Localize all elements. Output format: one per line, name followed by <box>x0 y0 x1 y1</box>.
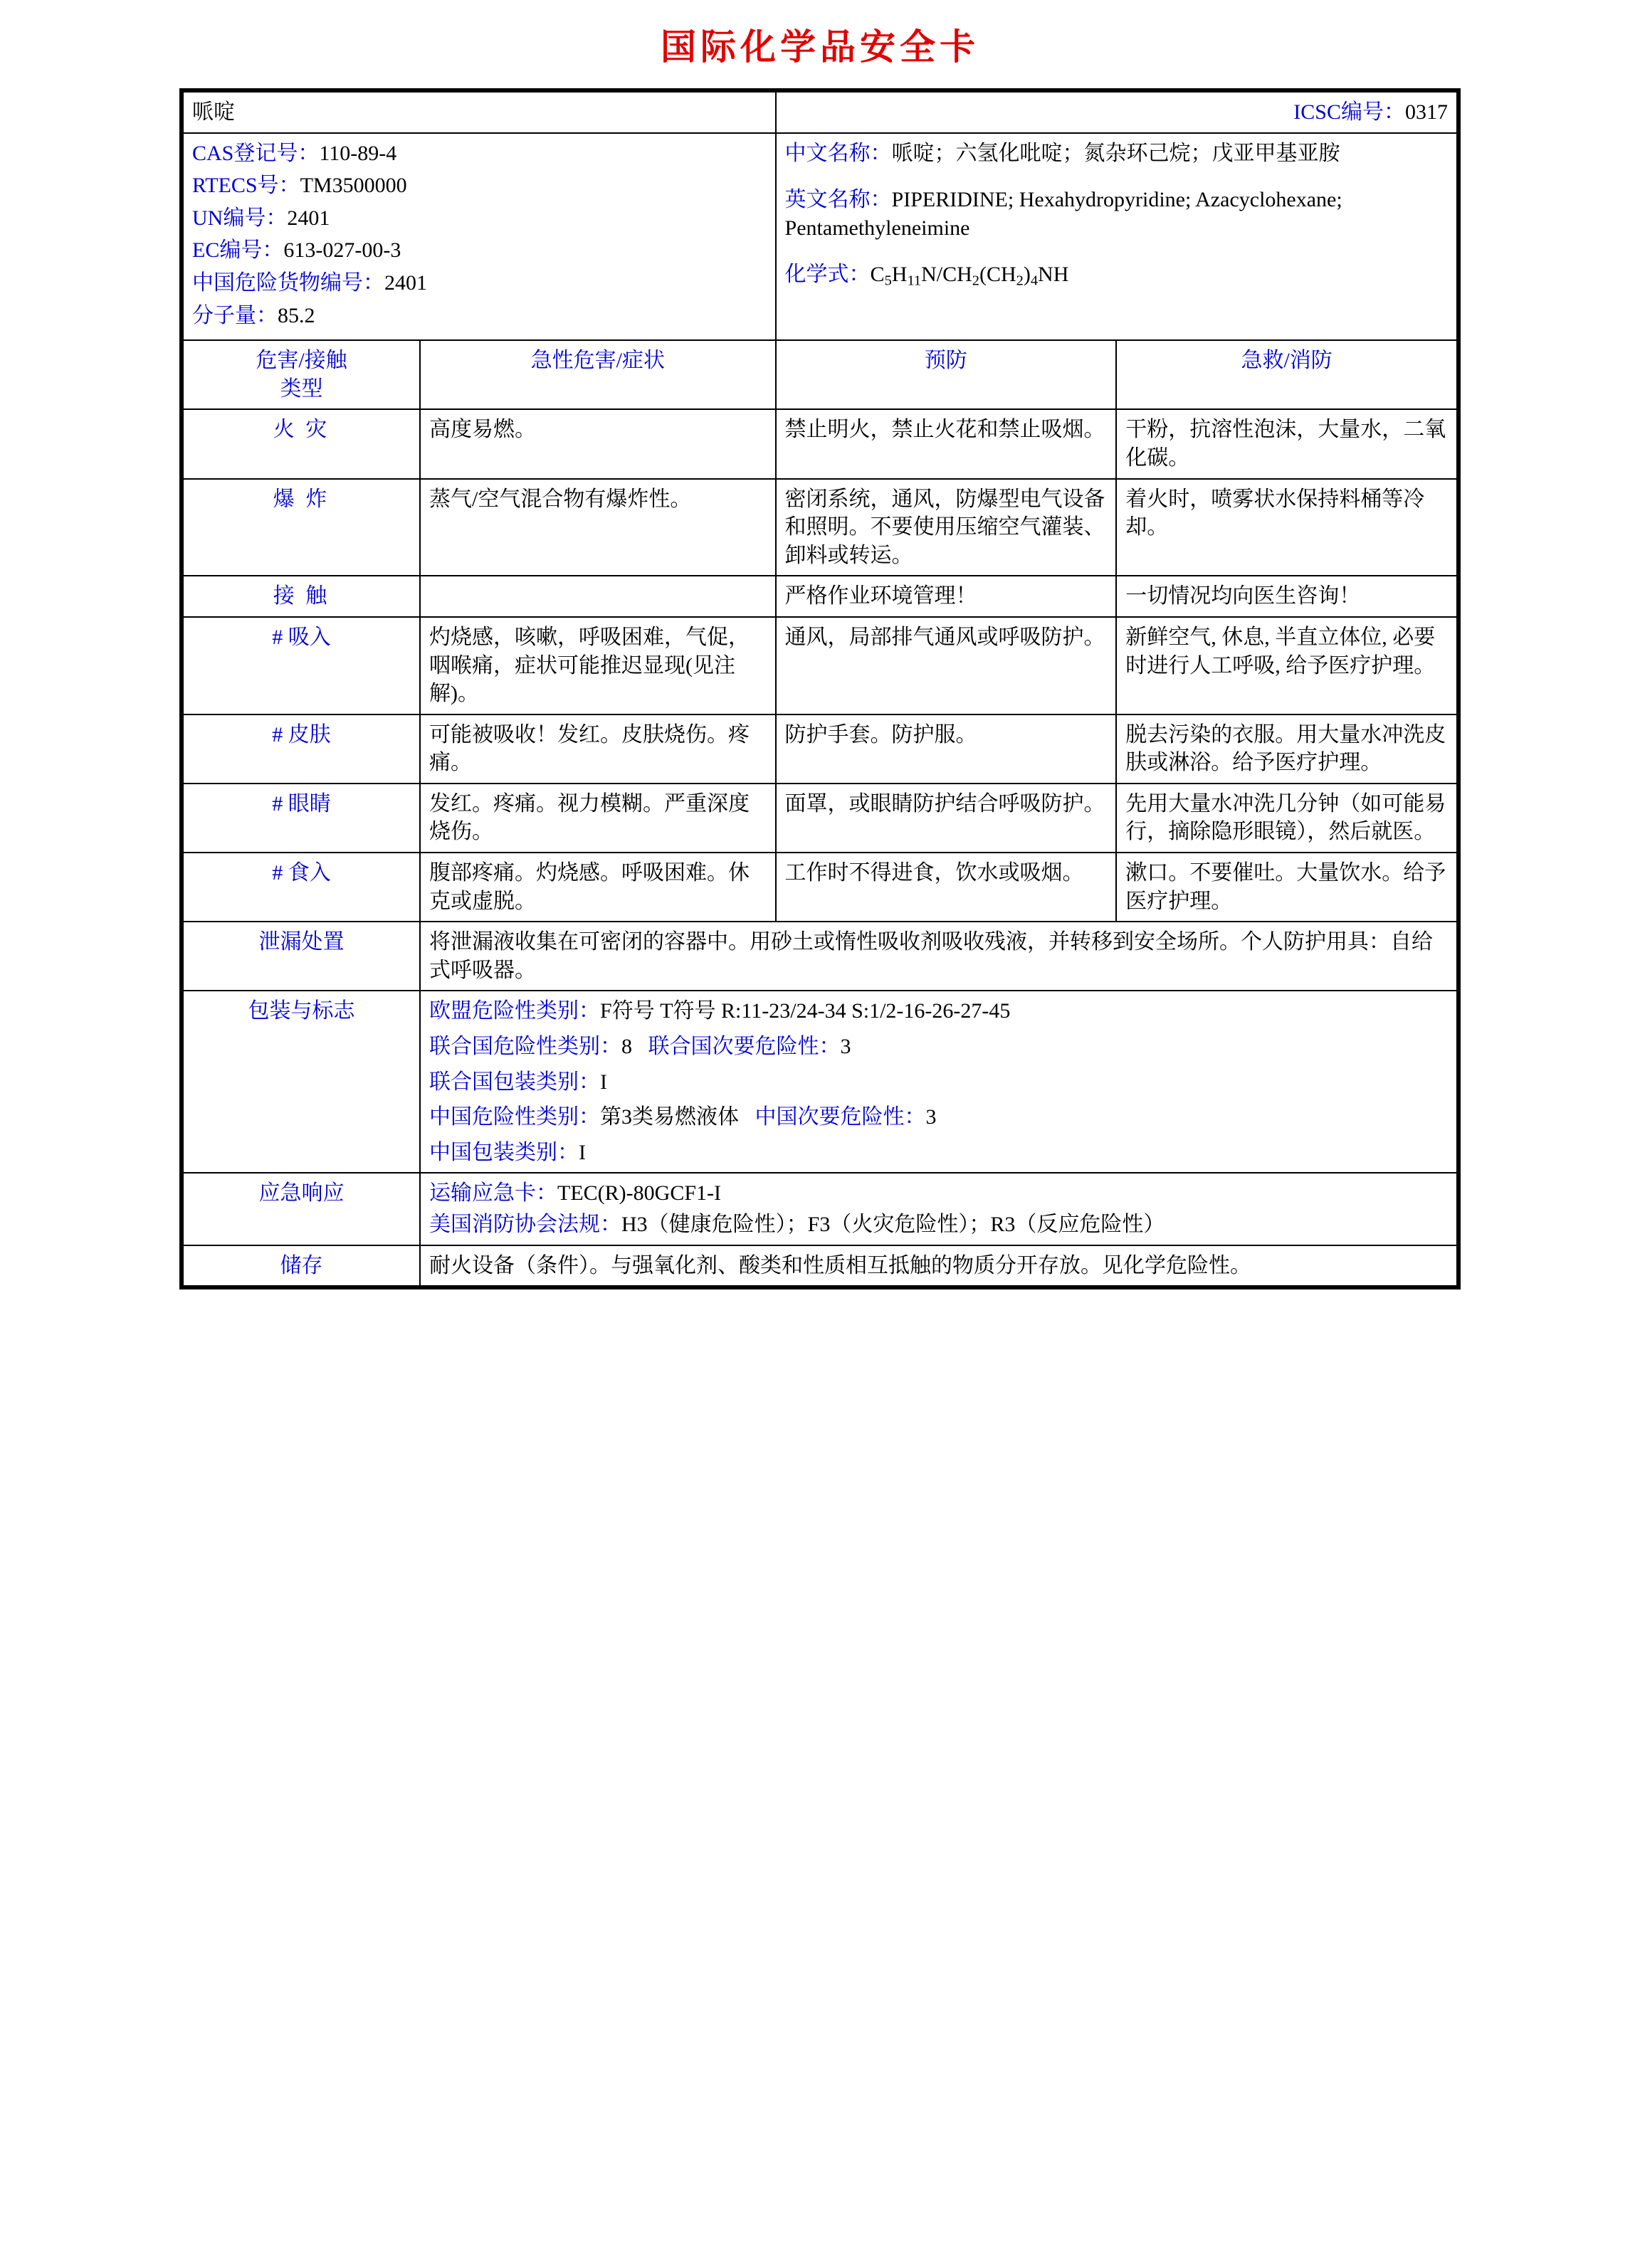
packaging-un-class <box>429 1033 1448 1061</box>
ident-cn-dangerous-goods <box>192 269 767 297</box>
spill-row <box>183 922 1457 991</box>
ident-ec <box>192 236 767 265</box>
ident-cas-value: 110-89-4 <box>319 141 397 165</box>
column-header-row <box>183 340 1457 409</box>
emergency-text <box>420 1173 1457 1245</box>
row-label-eyes: # 眼睛 <box>183 784 420 853</box>
identification-right <box>776 133 1457 341</box>
spill-label: 泄漏处置 <box>183 922 420 991</box>
identification-row <box>183 133 1457 341</box>
emergency-tec-value: TEC(R)-80GCF1-I <box>557 1181 721 1206</box>
chinese-name-label: 中文名称： <box>784 141 892 165</box>
storage-row <box>183 1245 1457 1287</box>
ident-rtecs-value: TM3500000 <box>300 174 407 198</box>
packaging-eu-label: 欧盟危险性类别： <box>429 999 601 1023</box>
row-exposure-firstaid: 一切情况均向医生咨询！ <box>1116 576 1457 617</box>
packaging-cn-group-value: I <box>579 1140 587 1164</box>
table-row <box>183 714 1457 784</box>
emergency-nfpa-label: 美国消防协会法规： <box>429 1213 622 1236</box>
packaging-un-group <box>429 1068 1448 1097</box>
ident-cas-label: CAS登记号： <box>192 141 320 165</box>
ident-rtecs <box>192 172 767 200</box>
emergency-row <box>183 1173 1457 1245</box>
emergency-tec <box>429 1179 1448 1208</box>
packaging-un-class-value: 8 <box>621 1035 633 1059</box>
col-head-type <box>183 340 420 409</box>
chinese-name-value: 哌啶；六氢化吡啶；氮杂环己烷；戊亚甲基亚胺 <box>891 141 1340 165</box>
row-ingestion-prevention: 工作时不得进食，饮水或吸烟。 <box>776 853 1117 922</box>
packaging-row <box>183 991 1457 1173</box>
ident-cn-dg-label: 中国危险货物编号： <box>192 270 384 295</box>
packaging-cn-sub-value: 3 <box>925 1105 937 1129</box>
ident-mw-label: 分子量： <box>192 303 278 327</box>
packaging-un-group-label: 联合国包装类别： <box>429 1070 601 1094</box>
row-inhalation-prevention: 通风，局部排气通风或呼吸防护。 <box>776 617 1117 714</box>
row-inhalation-acute: 灼烧感，咳嗽，呼吸困难，气促，咽喉痛，症状可能推迟显现(见注解)。 <box>420 617 776 714</box>
icsc-number-cell <box>776 92 1457 133</box>
emergency-label: 应急响应 <box>183 1173 420 1245</box>
table-row <box>183 853 1457 922</box>
formula-value: $C_5H_{11}N/CH_2(CH_2)_4NH$ <box>870 263 1069 290</box>
packaging-cn-group <box>429 1139 1448 1167</box>
row-ingestion-acute: 腹部疼痛。灼烧感。呼吸困难。休克或虚脱。 <box>420 853 776 922</box>
safety-card <box>179 88 1461 1289</box>
row-label-explosion: 爆 炸 <box>183 479 420 576</box>
ident-cas <box>192 139 767 168</box>
col-head-acute: 急性危害/症状 <box>420 340 776 409</box>
packaging-un-class-label: 联合国危险性类别： <box>429 1035 622 1059</box>
packaging-un-group-value: I <box>600 1070 608 1094</box>
packaging-text <box>420 991 1457 1173</box>
row-skin-prevention: 防护手套。防护服。 <box>776 714 1117 784</box>
emergency-tec-label: 运输应急卡： <box>429 1181 558 1206</box>
icsc-value: 0317 <box>1405 100 1448 124</box>
chemical-formula <box>785 260 1448 291</box>
table-row <box>183 784 1457 853</box>
ident-ec-label: EC编号： <box>192 238 284 263</box>
english-name-value: PIPERIDINE; Hexahydropyridine; Azacyclohexane; Pentamethyleneimine <box>784 188 1342 240</box>
spill-text: 将泄漏液收集在可密闭的容器中。用砂土或惰性吸收剂吸收残液，并转移到安全场所。个人防护用具：自给式呼吸器。 <box>420 922 1457 991</box>
packaging-un-sub-value: 3 <box>840 1035 851 1059</box>
row-skin-firstaid: 脱去污染的衣服。用大量水冲洗皮肤或淋浴。给予医疗护理。 <box>1116 714 1457 784</box>
ident-mw-value: 85.2 <box>278 303 315 327</box>
page-title: 国际化学品安全卡 <box>661 26 979 68</box>
packaging-un-sub-label: 联合国次要危险性： <box>648 1035 841 1059</box>
row-label-fire: 火 灾 <box>183 409 420 478</box>
card-header-row <box>183 92 1457 133</box>
chinese-name <box>785 139 1448 168</box>
row-label-inhalation: # 吸入 <box>183 617 420 714</box>
col-head-firstaid: 急救/消防 <box>1116 340 1457 409</box>
storage-text: 耐火设备（条件）。与强氧化剂、酸类和性质相互抵触的物质分开存放。见化学危险性。 <box>420 1245 1457 1287</box>
row-explosion-prevention: 密闭系统，通风，防爆型电气设备和照明。不要使用压缩空气灌装、卸料或转运。 <box>776 479 1117 576</box>
row-eyes-firstaid: 先用大量水冲洗几分钟（如可能易行，摘除隐形眼镜），然后就医。 <box>1116 784 1457 853</box>
ident-un-label: UN编号： <box>192 206 288 230</box>
ident-ec-value: 613-027-00-3 <box>283 238 401 263</box>
row-eyes-acute: 发红。疼痛。视力模糊。严重深度烧伤。 <box>420 784 776 853</box>
row-label-exposure: 接 触 <box>183 576 420 617</box>
packaging-cn-sub-label: 中国次要危险性： <box>755 1105 926 1129</box>
col-head-type-line2: 类型 <box>280 376 323 401</box>
packaging-cn-group-label: 中国包装类别： <box>429 1140 579 1164</box>
row-eyes-prevention: 面罩，或眼睛防护结合呼吸防护。 <box>776 784 1117 853</box>
row-ingestion-firstaid: 漱口。不要催吐。大量饮水。给予医疗护理。 <box>1116 853 1457 922</box>
row-skin-acute: 可能被吸收！发红。皮肤烧伤。疼痛。 <box>420 714 776 784</box>
packaging-eu-value: F符号 T符号 R:11-23/24-34 S:1/2-16-26-27-45 <box>600 999 1011 1023</box>
row-fire-acute: 高度易燃。 <box>420 409 776 478</box>
emergency-nfpa-value: H3（健康危险性）；F3（火灾危险性）；R3（反应危险性） <box>621 1213 1165 1236</box>
emergency-nfpa <box>429 1211 1448 1239</box>
row-exposure-prevention: 严格作业环境管理！ <box>776 576 1117 617</box>
table-row <box>183 409 1457 478</box>
col-head-prevention: 预防 <box>776 340 1117 409</box>
english-name-label: 英文名称： <box>784 188 892 212</box>
packaging-label: 包装与标志 <box>183 991 420 1173</box>
row-explosion-acute: 蒸气/空气混合物有爆炸性。 <box>420 479 776 576</box>
icsc-label: ICSC编号： <box>1293 100 1405 124</box>
row-exposure-acute <box>420 576 776 617</box>
ident-un-value: 2401 <box>287 206 330 230</box>
ident-un <box>192 204 767 233</box>
col-head-type-line1: 危害/接触 <box>256 349 347 373</box>
substance-name: 哌啶 <box>183 92 776 133</box>
packaging-cn-class <box>429 1103 1448 1132</box>
row-label-ingestion: # 食入 <box>183 853 420 922</box>
table-row <box>183 576 1457 617</box>
identification-left <box>183 133 776 341</box>
storage-label: 储存 <box>183 1245 420 1287</box>
packaging-cn-class-label: 中国危险性类别： <box>429 1105 601 1129</box>
safety-card-table <box>182 91 1458 1287</box>
table-row <box>183 617 1457 714</box>
row-label-skin: # 皮肤 <box>183 714 420 784</box>
packaging-cn-class-value: 第3类易燃液体 <box>600 1105 740 1129</box>
ident-cn-dg-value: 2401 <box>384 270 427 295</box>
row-fire-prevention: 禁止明火，禁止火花和禁止吸烟。 <box>776 409 1117 478</box>
ident-rtecs-label: RTECS号： <box>192 174 300 198</box>
row-inhalation-firstaid: 新鲜空气, 休息, 半直立体位, 必要时进行人工呼吸, 给予医疗护理。 <box>1116 617 1457 714</box>
ident-molecular-weight <box>192 302 767 330</box>
table-row <box>183 479 1457 576</box>
row-fire-firstaid: 干粉，抗溶性泡沫，大量水，二氧化碳。 <box>1116 409 1457 478</box>
formula-label: 化学式： <box>784 263 871 287</box>
document-page <box>0 19 1640 1289</box>
packaging-eu <box>429 997 1448 1025</box>
row-explosion-firstaid: 着火时，喷雾状水保持料桶等冷却。 <box>1116 479 1457 576</box>
english-name <box>785 186 1448 242</box>
